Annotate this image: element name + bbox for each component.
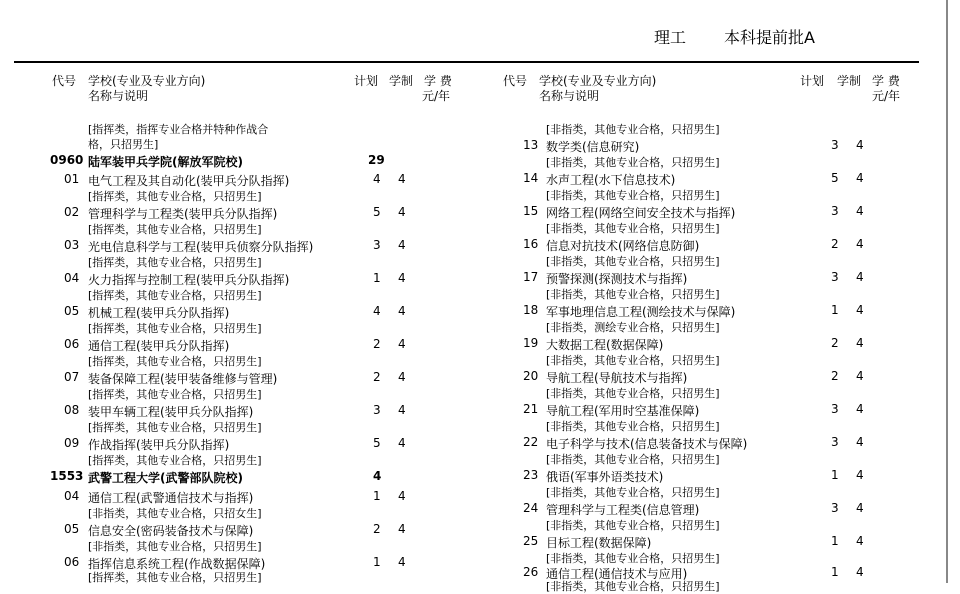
col-fee: 学 费 bbox=[872, 74, 900, 88]
major-code: 13 bbox=[523, 138, 539, 152]
major-plan: 2 bbox=[831, 369, 839, 383]
major-plan: 3 bbox=[831, 501, 839, 515]
col-desc: 名称与说明 bbox=[539, 89, 600, 103]
major-name: 管理科学与工程类(信息管理) bbox=[546, 503, 700, 517]
col-school: 学校(专业及专业方向) bbox=[539, 74, 657, 88]
col-fee-unit: 元/年 bbox=[872, 89, 901, 103]
major-name: 目标工程(数据保障) bbox=[546, 536, 652, 550]
major-years: 4 bbox=[398, 172, 406, 186]
school-plan: 29 bbox=[368, 153, 385, 167]
major-note: [非指类，其他专业合格，只招男生] bbox=[546, 552, 720, 565]
major-code: 26 bbox=[523, 565, 539, 579]
major-code: 09 bbox=[64, 436, 80, 450]
major-code: 04 bbox=[64, 489, 80, 503]
major-code: 04 bbox=[64, 271, 80, 285]
major-name: 网络工程(网络空间安全技术与指挥) bbox=[546, 206, 736, 220]
major-years: 4 bbox=[398, 370, 406, 384]
major-years: 4 bbox=[856, 435, 864, 449]
major-name: 通信工程(通信技术与应用) bbox=[546, 567, 688, 581]
major-name: 预警探测(探测技术与指挥) bbox=[546, 272, 688, 286]
major-code: 05 bbox=[64, 522, 80, 536]
major-code: 20 bbox=[523, 369, 539, 383]
major-years: 4 bbox=[398, 238, 406, 252]
entry-note: [非指类，其他专业合格，只招男生] bbox=[546, 123, 720, 136]
major-code: 25 bbox=[523, 534, 539, 548]
major-code: 21 bbox=[523, 402, 539, 416]
major-plan: 2 bbox=[373, 370, 381, 384]
major-note: [指挥类，其他专业合格，只招男生] bbox=[88, 190, 262, 203]
major-plan: 5 bbox=[831, 171, 839, 185]
school-name: 武警工程大学(武警部队院校) bbox=[88, 471, 243, 485]
major-note: [指挥类，其他专业合格，只招男生] bbox=[88, 454, 262, 467]
major-years: 4 bbox=[856, 303, 864, 317]
major-name: 光电信息科学与工程(装甲兵侦察分队指挥) bbox=[88, 240, 314, 254]
major-note: [非指类，其他专业合格，只招男生] bbox=[546, 189, 720, 202]
major-name: 信息安全(密码装备技术与保障) bbox=[88, 524, 254, 538]
major-plan: 3 bbox=[831, 138, 839, 152]
major-note: [非指类，其他专业合格，只招男生] bbox=[546, 453, 720, 466]
major-note: [非指类，其他专业合格，只招男生] bbox=[546, 387, 720, 400]
major-name: 装备保障工程(装甲装备维修与管理) bbox=[88, 372, 278, 386]
major-code: 05 bbox=[64, 304, 80, 318]
school-name: 陆军装甲兵学院(解放军院校) bbox=[88, 155, 243, 169]
col-plan: 计划 bbox=[354, 74, 379, 88]
major-code: 19 bbox=[523, 336, 539, 350]
header-rule bbox=[14, 61, 919, 63]
major-note: [非指类，其他专业合格，只招男生] bbox=[546, 519, 720, 532]
major-name: 指挥信息系统工程(作战数据保障) bbox=[88, 557, 266, 571]
header-category: 理工 bbox=[654, 28, 687, 47]
major-years: 4 bbox=[856, 468, 864, 482]
page-right-edge bbox=[946, 0, 948, 583]
major-plan: 2 bbox=[373, 337, 381, 351]
major-note: [非指类，其他专业合格，只招男生] bbox=[546, 222, 720, 235]
col-code: 代号 bbox=[52, 74, 77, 88]
major-plan: 3 bbox=[831, 204, 839, 218]
major-plan: 2 bbox=[831, 336, 839, 350]
col-code: 代号 bbox=[503, 74, 528, 88]
major-name: 作战指挥(装甲兵分队指挥) bbox=[88, 438, 230, 452]
major-name: 电子科学与技术(信息装备技术与保障) bbox=[546, 437, 748, 451]
major-plan: 5 bbox=[373, 436, 381, 450]
major-code: 17 bbox=[523, 270, 539, 284]
major-name: 装甲车辆工程(装甲兵分队指挥) bbox=[88, 405, 254, 419]
major-years: 4 bbox=[856, 501, 864, 515]
major-plan: 3 bbox=[373, 238, 381, 252]
major-name: 大数据工程(数据保障) bbox=[546, 338, 664, 352]
major-years: 4 bbox=[398, 337, 406, 351]
major-name: 导航工程(导航技术与指挥) bbox=[546, 371, 688, 385]
major-note: [非指类，其他专业合格，只招男生] bbox=[88, 540, 262, 553]
major-code: 24 bbox=[523, 501, 539, 515]
major-note: [非指类，其他专业合格，只招男生] bbox=[546, 255, 720, 268]
major-years: 4 bbox=[856, 237, 864, 251]
major-years: 4 bbox=[856, 369, 864, 383]
major-plan: 1 bbox=[373, 489, 381, 503]
entry-note: [指挥类，指挥专业合格并特种作战合 bbox=[88, 123, 269, 136]
major-code: 06 bbox=[64, 555, 80, 569]
major-years: 4 bbox=[398, 304, 406, 318]
major-years: 4 bbox=[856, 204, 864, 218]
major-code: 03 bbox=[64, 238, 80, 252]
major-code: 06 bbox=[64, 337, 80, 351]
major-name: 通信工程(武警通信技术与指挥) bbox=[88, 491, 254, 505]
major-plan: 1 bbox=[373, 555, 381, 569]
major-name: 火力指挥与控制工程(装甲兵分队指挥) bbox=[88, 273, 290, 287]
major-plan: 3 bbox=[831, 270, 839, 284]
school-code: 0960 bbox=[50, 153, 84, 167]
major-years: 4 bbox=[398, 436, 406, 450]
major-name: 俄语(军事外语类技术) bbox=[546, 470, 664, 484]
major-code: 16 bbox=[523, 237, 539, 251]
major-years: 4 bbox=[856, 402, 864, 416]
col-school: 学校(专业及专业方向) bbox=[88, 74, 206, 88]
major-code: 02 bbox=[64, 205, 80, 219]
major-note: [指挥类，其他专业合格，只招男生] bbox=[88, 223, 262, 236]
major-code: 15 bbox=[523, 204, 539, 218]
major-note: [非指类，测绘专业合格，只招男生] bbox=[546, 321, 720, 334]
major-years: 4 bbox=[856, 336, 864, 350]
major-name: 管理科学与工程类(装甲兵分队指挥) bbox=[88, 207, 278, 221]
major-years: 4 bbox=[398, 522, 406, 536]
major-years: 4 bbox=[398, 271, 406, 285]
major-plan: 4 bbox=[373, 304, 381, 318]
major-note: [指挥类，其他专业合格，只招男生] bbox=[88, 388, 262, 401]
major-years: 4 bbox=[856, 565, 864, 579]
major-note: [非指类，其他专业合格，只招男生] bbox=[546, 580, 720, 593]
major-code: 08 bbox=[64, 403, 80, 417]
major-years: 4 bbox=[856, 171, 864, 185]
col-plan: 计划 bbox=[800, 74, 825, 88]
major-code: 22 bbox=[523, 435, 539, 449]
major-note: [指挥类，其他专业合格，只招男生] bbox=[88, 421, 262, 434]
major-name: 数学类(信息研究) bbox=[546, 140, 640, 154]
major-code: 14 bbox=[523, 171, 539, 185]
major-note: [非指类，其他专业合格，只招男生] bbox=[546, 420, 720, 433]
major-plan: 1 bbox=[831, 303, 839, 317]
major-years: 4 bbox=[856, 270, 864, 284]
major-name: 水声工程(水下信息技术) bbox=[546, 173, 676, 187]
major-note: [指挥类，其他专业合格，只招男生] bbox=[88, 256, 262, 269]
col-years: 学制 bbox=[389, 74, 414, 88]
major-years: 4 bbox=[398, 403, 406, 417]
major-plan: 2 bbox=[831, 237, 839, 251]
major-plan: 3 bbox=[831, 402, 839, 416]
header-batch: 本科提前批A bbox=[724, 28, 815, 47]
major-years: 4 bbox=[398, 205, 406, 219]
major-note: [非指类，其他专业合格，只招女生] bbox=[88, 507, 262, 520]
major-note: [指挥类，其他专业合格，只招男生] bbox=[88, 571, 262, 584]
major-plan: 1 bbox=[831, 468, 839, 482]
major-note: [非指类，其他专业合格，只招男生] bbox=[546, 156, 720, 169]
school-plan: 4 bbox=[373, 469, 382, 483]
col-fee-unit: 元/年 bbox=[422, 89, 451, 103]
major-plan: 3 bbox=[373, 403, 381, 417]
entry-note: 格，只招男生] bbox=[88, 138, 159, 151]
major-note: [指挥类，其他专业合格，只招男生] bbox=[88, 355, 262, 368]
major-code: 23 bbox=[523, 468, 539, 482]
major-note: [非指类，其他专业合格，只招男生] bbox=[546, 486, 720, 499]
major-name: 军事地理信息工程(测绘技术与保障) bbox=[546, 305, 736, 319]
major-note: [指挥类，其他专业合格，只招男生] bbox=[88, 289, 262, 302]
major-plan: 1 bbox=[373, 271, 381, 285]
school-code: 1553 bbox=[50, 469, 84, 483]
major-plan: 5 bbox=[373, 205, 381, 219]
major-name: 通信工程(装甲兵分队指挥) bbox=[88, 339, 230, 353]
major-plan: 1 bbox=[831, 565, 839, 579]
col-years: 学制 bbox=[837, 74, 862, 88]
major-name: 导航工程(军用时空基准保障) bbox=[546, 404, 700, 418]
major-years: 4 bbox=[856, 534, 864, 548]
major-name: 信息对抗技术(网络信息防御) bbox=[546, 239, 700, 253]
major-note: [非指类，其他专业合格，只招男生] bbox=[546, 354, 720, 367]
major-code: 07 bbox=[64, 370, 80, 384]
major-code: 18 bbox=[523, 303, 539, 317]
col-fee: 学 费 bbox=[424, 74, 452, 88]
major-years: 4 bbox=[856, 138, 864, 152]
major-name: 电气工程及其自动化(装甲兵分队指挥) bbox=[88, 174, 290, 188]
major-name: 机械工程(装甲兵分队指挥) bbox=[88, 306, 230, 320]
major-note: [非指类，其他专业合格，只招男生] bbox=[546, 288, 720, 301]
major-plan: 1 bbox=[831, 534, 839, 548]
major-years: 4 bbox=[398, 489, 406, 503]
major-plan: 2 bbox=[373, 522, 381, 536]
col-desc: 名称与说明 bbox=[88, 89, 149, 103]
major-code: 01 bbox=[64, 172, 80, 186]
major-plan: 3 bbox=[831, 435, 839, 449]
major-note: [指挥类，其他专业合格，只招男生] bbox=[88, 322, 262, 335]
major-years: 4 bbox=[398, 555, 406, 569]
major-plan: 4 bbox=[373, 172, 381, 186]
